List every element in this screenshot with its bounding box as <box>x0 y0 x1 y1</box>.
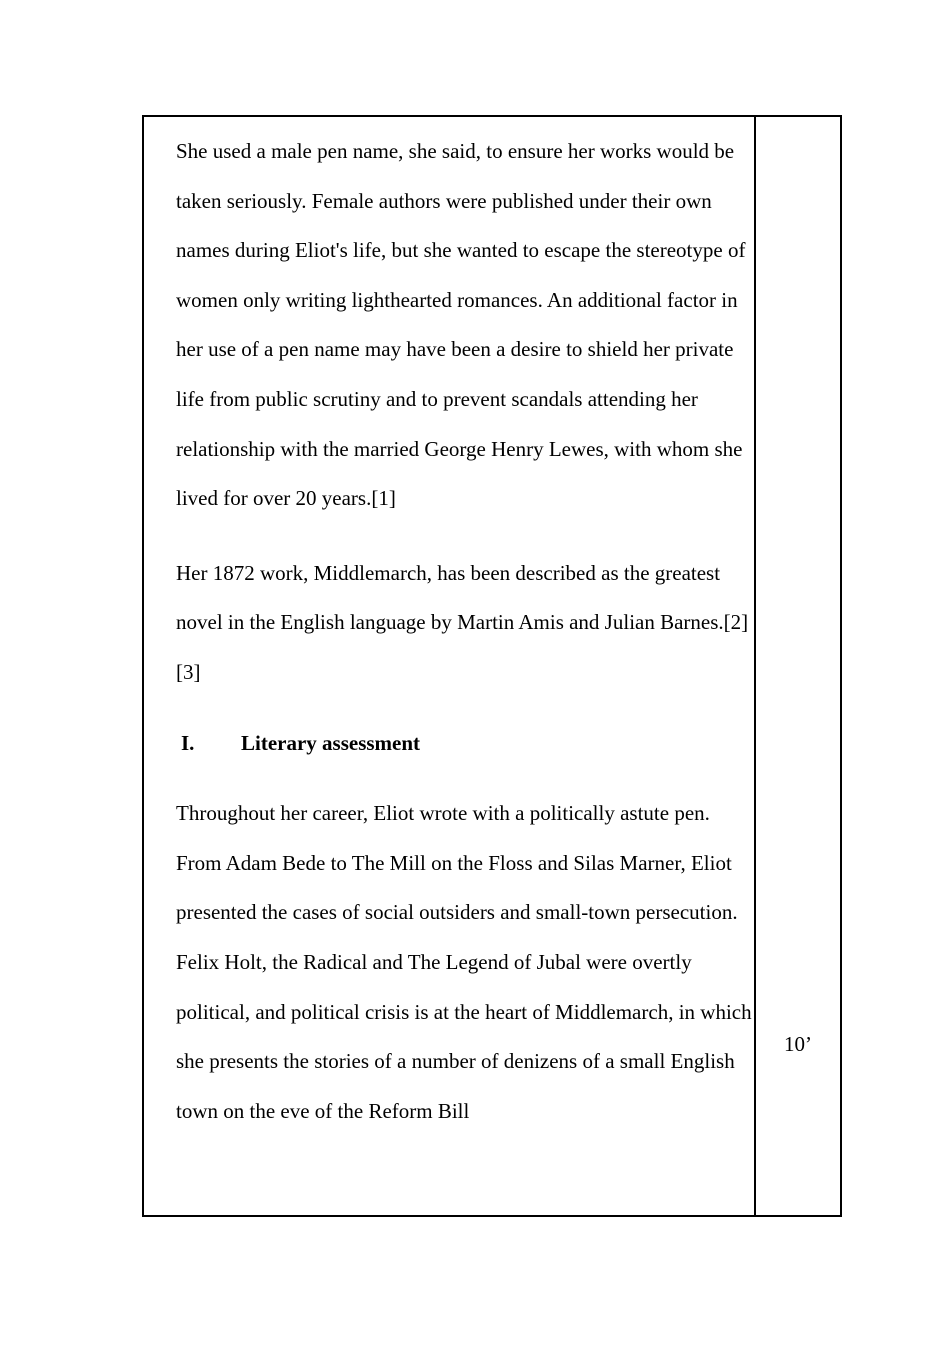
section-title: Literary assessment <box>241 730 421 755</box>
paragraph-literary-assessment: Throughout her career, Eliot wrote with a politically astute pen. From Adam Bede to The Mill on the Floss and Silas Marner, Eliot presented the cases of social outsiders and small-town persecution. Felix Holt, the Radical and The Legend of Jubal were overtly political, and political crisis is at the heart of Middlemarch, in which she presents the stories of a number of denizens of a small English town on the eve of the Reform Bill <box>176 801 752 1123</box>
section-number: I. <box>181 730 195 755</box>
paragraph-spacer <box>176 524 754 549</box>
paragraph-spacer <box>176 698 754 719</box>
section-heading <box>176 719 754 769</box>
time-cell <box>756 117 840 1215</box>
paragraph-middlemarch: Her 1872 work, Middlemarch, has been described as the greatest novel in the English language by Martin Amis and Julian Barnes.[2][3] <box>176 560 749 684</box>
paragraph-pen-name: She used a male pen name, she said, to ensure her works would be taken seriously. Female authors were published under their own names during Eliot's life, but she wanted to escape the stereotype of women only writing lighthearted romances. An additional factor in her use of a pen name may have been a desire to shield her private life from public scrutiny and to prevent scandals attending her relationship with the married George Henry Lewes, with whom she lived for over 20 years.[1] <box>176 139 746 511</box>
text-cell <box>144 117 756 1215</box>
content-table <box>142 115 842 1217</box>
paragraph-spacer <box>176 768 754 789</box>
time-mark: 10’ <box>784 1032 812 1056</box>
